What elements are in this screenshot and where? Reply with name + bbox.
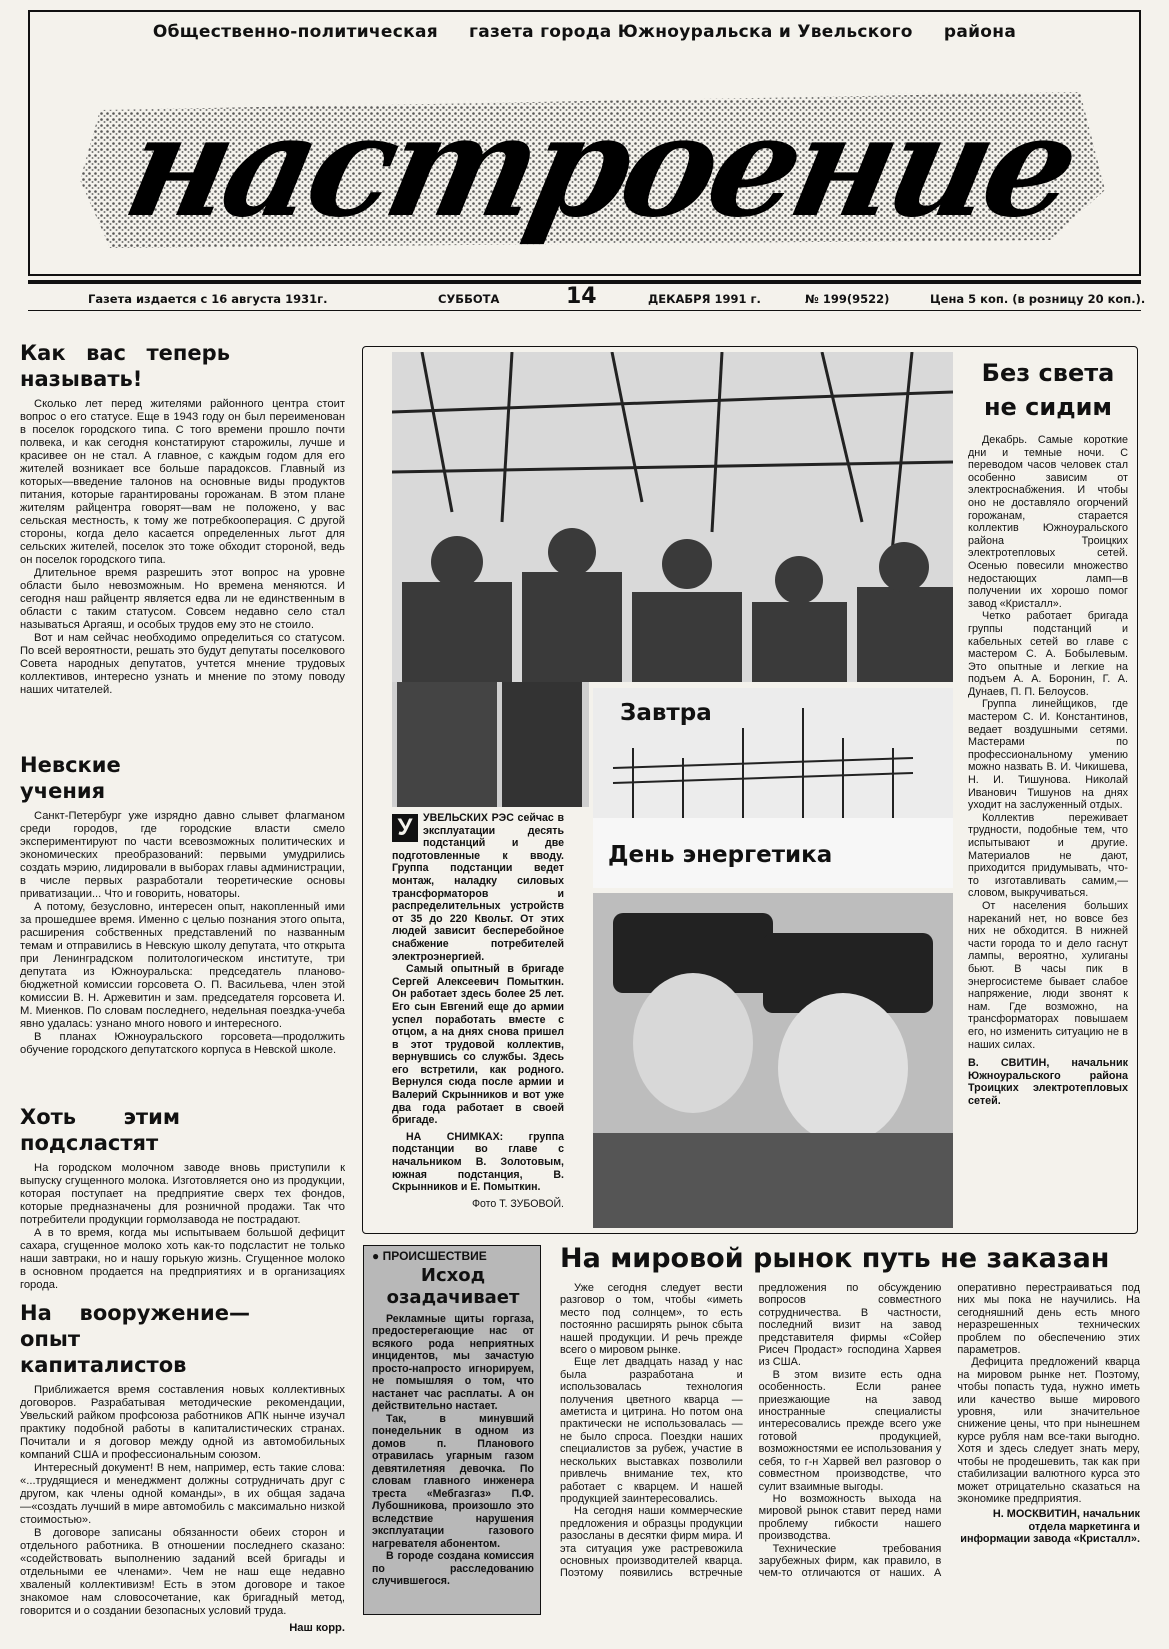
group-photo (392, 352, 953, 682)
group-photo-lower-image (392, 682, 589, 807)
article-no-darkness (968, 356, 1128, 1107)
month-year: ДЕКАБРЯ 1991 г. (648, 292, 761, 306)
article-capitalists (20, 1300, 345, 1635)
paragraph: УВЕЛЬСКИХ РЭС сейчас в эксплуатации десять подстанций и две подготовленные к вводу. Группа подстанции ведет монтаж, наладку силовых трансформаторов и распределительных устройств от 35 до 220 Квольт. От этих людей зависит бесперебойное снабжение потребителей электроэнергией. (392, 812, 564, 963)
rubric-label: ПРОИСШЕСТВИЕ (382, 1249, 487, 1263)
issue-number: № 199(9522) (805, 292, 890, 306)
headline-status: Как вас теперь называть! (20, 341, 230, 391)
paragraph: Сколько лет перед жителями районного центра стоит вопрос о его статусе. Еще в 1943 году он был переименован в поселок городского типа. С того времени прошло почти полвека, и как сегодня констатируют старожилы, лучше и красивее он не стал. А главное, с каждым годом для его жителей возникает все больше парадоксов. Главный из которых—введение талонов на основные виды продуктов питания, которые гарантированы горожанам. В этом плане жителям райцентра говорят—вам не положено, у вас сельская местность, к тому же потребкооперация. С другой стороны, когда дело касается определенных льгот для сельских жителей, поселок это тоже обходит стороной, ведь он поселок городского типа. (20, 398, 345, 566)
bullet-icon: ● (372, 1249, 380, 1263)
article-nevsky (20, 752, 345, 1057)
paragraph: Самый опытный в бригаде Сергей Алексеевич Помыткин. Он работает здесь более 25 лет. Его сын Евгений еще до армии успел поработать вместе с отцом, а на днях снова пришел в этот трудовой коллектив, вернувшись со службы. Здесь его встретили, как родного. Вернулся сюда после армии и Валерий Скрынников и вот уже два года работает в своей бригаде. (392, 963, 564, 1127)
article-status (20, 340, 345, 697)
paragraph: Группа линейщиков, где мастером С. И. Константинов, ведает воздушными сетями. Мастерами по профессиональному умению можно назвать В. И. Чикишева, Н. И. Тишунова. Николай Иванович Тишунов на днях уходит на заслуженный отдых. (968, 698, 1128, 812)
paragraph: А в то время, когда мы испытываем большой дефицит сахара, сгущенное молоко хоть как-то подсластит не только наши завтраки, но и нашу горькую жизнь. Сгущенное молоко в основном продается на предприятиях и в организациях города. (20, 1227, 345, 1291)
headline-nevsky: Невские учения (20, 753, 121, 803)
article-incident (372, 1250, 534, 1588)
paragraph: Еще лет двадцать назад у нас была разработана и использовалась технология получения цветного кварца — аметиста и цитрина. Но потом она практически не использовалась — не было спроса. Поездки наших специалистов за рубеж, участие в нескольких выставках позволили привлечь внимание тех, кто работает с кварцем. И нашей продукцией заинтересовались. (560, 1356, 743, 1505)
headline-milk: Хоть этим подсластят (20, 1105, 180, 1155)
newspaper-title: настроение (112, 85, 1088, 249)
paragraph: В планах Южноуральского горсовета—продолжить обучение городского депутатского корпуса в Невской школе. (20, 1031, 345, 1056)
paragraph: Уже сегодня следует вести разговор о том, чтобы «иметь место под солнцем», то есть постоянно расширять рынок сбыта нашей продукции. И речь прежде всего о мировом рынке. (560, 1282, 743, 1357)
paragraph: Вот и нам сейчас необходимо определиться со статусом. По всей вероятности, решать это будут депутаты поселкового Совета народных депутатов, учтется мнение трудовых коллективов, интересно узнать и мнение по этому поводу наших читателей. (20, 632, 345, 696)
label-energy-day: День энергетика (608, 842, 833, 868)
paragraph: Технические требования зарубежных фирм, как правило, в чем-то отличаются от наших. А оперативно перестраиваться под них мы пока не научились. На сегодняшний день есть много неразрешенных технических проблем по обеспечению этих параметров. (758, 1282, 1140, 1580)
portrait-photo (593, 893, 953, 1228)
paragraph: Коллектив переживает трудности, подобные тем, что испытывают и другие. Материалов не дают, приходится придумывать, что-то изготавливать самим,—словом, выкручиваться. (968, 811, 1128, 900)
paragraph: От населения больших нареканий нет, но вовсе без них не обходится. В нижней части города то и дело гаснут лампы, вероятно, хулиганы бьют. В часы пик в энергосистеме бывает слабое напряжение, люди звонят к нам. Где возможно, на трансформаторах повышаем его, но изменить ситуацию не в наших силах. (968, 899, 1128, 1051)
photo-credit: Фото Т. ЗУБОВОЙ. (471, 1197, 564, 1210)
day-number: 14 (566, 284, 597, 309)
paragraph: На городском молочном заводе вновь приступили к выпуску сгущенного молока. Изготовляется оно из продукции, которая поступает на предприятие сверх тех фондов, которые предназначены для розничной продажи. Так что потребители продукции гормолзавода не пострадают. (20, 1162, 345, 1226)
group-photo-lower (392, 682, 589, 807)
headline-no-darkness: Без света не сидим (981, 359, 1115, 421)
paragraph: В городе создана комиссия по расследованию случившегося. (372, 1550, 534, 1587)
paragraph: Дефицита предложений кварца на мировом рынке нет. Поэтому, чтобы попасть туда, нужно иметь или качество выше мирового уровня, или значительное снижение цены, что при нынешнем курсе рубля нам все-таки выгодно. Хотя и здесь следует знать меру, чтобы не продешевить, так как при стабилизации валютного курса это может отрицательно сказаться на экономике предприятия. (957, 1356, 1140, 1505)
paragraph: Но возможность выхода на мировой рынок ставит перед нами проблему гибкости нашего производства. (758, 1492, 942, 1543)
headline-world-market: На мировой рынок путь не заказан (560, 1243, 1110, 1274)
paragraph: А потому, безусловно, интересен опыт, накопленный ими за прошедшее время. Именно с целью познания этого опыта, расширения собственных представлений по названным темам и отправились в Невскую школу депутата, что открыта при Ленинградском политологическом институте, три депутата из Южноуральска: председатель планово-бюджетной комиссии горсовета О. П. Васильева, член этой комиссии В. Н. Аржевитин и зам. председателя горсовета И. М. Миенков. По словам последнего, недельная поездка-учеба явно удалась: узнано много нового и интересного. (20, 901, 345, 1030)
paragraph: Рекламные щиты горгаза, предостерегающие нас от всякого рода неприятных инцидентов, мы зачастую просто-напросто игнорируем, не помышляя о том, что настанет час расплаты. А он действительно настает. (372, 1312, 534, 1412)
drop-cap: У (392, 814, 418, 842)
dateline-rule (28, 310, 1141, 311)
paragraph: На сегодня наши коммерческие предложения и образцы продукции разосланы в десятки фирм мира. И эта ситуация уже растревожила основных производителей кварца. Поэтому появились встречные предложения по обсуждению вопросов совместного сотрудничества. В частности, последний визит на завод представителя фирмы «Сойер Рисеч Продаст» господина Харвея из США. (560, 1282, 942, 1580)
masthead-tagline: Общественно-политическая газета города Южноуральска и Увельского района (152, 22, 1017, 42)
paragraph: Интересный документ! В нем, например, есть такие слова: «...трудящиеся и менеджмент должны сотрудничать друг с другом, как члены одной команды», в их общая задача—«создать лучший в мире автомобиль с максимально низкой стоимостью». (20, 1462, 345, 1526)
headline-incident: Исход озадачивает (386, 1264, 520, 1308)
signature: В. СВИТИН, начальник Южноуральского района Троицких электротепловых сетей. (968, 1057, 1128, 1107)
signature: Наш корр. (289, 1622, 345, 1634)
paragraph: В этом визите есть одна особенность. Если ранее приезжающие на завод иностранные специалисты интересовались прежде всего уже готовой продукцией, возможностями ее использования у себя, то г-н Харвей вел разговор о совместном производстве, что сулит взаимные выгоды. (758, 1368, 942, 1493)
founded-line: Газета издается с 16 августа 1931г. (88, 292, 328, 306)
paragraph: Декабрь. Самые короткие дни и темные ночи. С переводом часов человек стал особенно зависим от электроснабжения. И чтобы оно не доставляло огорчений горожанам, старается коллектив Южноуральского района Троицких электротепловых сетей. Осенью повесили множество недостающих ламп—в получении их хорошо помог завод «Кристалл». (968, 434, 1128, 610)
paragraph: Длительное время разрешить этот вопрос на уровне области было невозможным. Но времена меняются. И сегодня наш райцентр является едва ли не единственным в области с таким статусом. Совсем недавно село стал называться Аргаяш, и особых трудов ему это не стоило. (20, 567, 345, 631)
group-photo-image (392, 352, 953, 682)
paragraph: Так, в минувший понедельник в одном из домов п. Планового отравилась угарным газом девятилетняя девочка. По словам главного инженера треста «Мебгазгаз» П.Ф. Лубошникова, произошло это вследствие нарушения эксплуатации газового нагревателя абонентом. (372, 1412, 534, 1550)
label-tomorrow: Завтра (620, 700, 712, 726)
paragraph: Приближается время составления новых коллективных договоров. Разрабатывая методические рекомендации, Увельский райком профсоюза работников АПК нынче изучал практику подобной работы в капиталистических странах. Почитали и я договор между одной из автомобильных компаний США и профессиональным союзом. (20, 1384, 345, 1461)
headline-capitalists: На вооружение— опыт капиталистов (20, 1301, 250, 1377)
portrait-photo-image (593, 893, 953, 1228)
incident-rubric (372, 1250, 534, 1263)
signature: Н. МОСКВИТИН, начальник отдела маркетинга и информации завода «Кристалл». (960, 1508, 1140, 1546)
energy-article (392, 812, 564, 1210)
price: Цена 5 коп. (в розницу 20 коп.). (930, 292, 1146, 306)
paragraph: В договоре записаны обязанности обеих сторон и отдельного работника. В отношении последнего сказано: «содействовать выполнению заданий всей бригады и отдельными ее членами». Чем не наш еще недавно хваленый коллективизм! Есть в этом договоре и такое знакомое нам словосочетание, как бригадный метод, говорится и о создании безопасных условий труда. (20, 1527, 345, 1617)
paragraph: Четко работает бригада группы подстанций и кабельных сетей во главе с мастером С. А. Бобылевым. Это опытные и легкие на подъем А. А. Боронин, Г. А. Дунаев, П. П. Белоусов. (968, 610, 1128, 698)
photo-caption: НА СНИМКАХ: группа подстанции во главе с начальником В. Золотовым, южная подстанция, В. Скрынников и Е. Помыткин. (392, 1130, 564, 1194)
paragraph: Санкт-Петербург уже изрядно давно слывет флагманом среди городов, где городские власти смело экспериментируют по части всевозможных политических и экономических преобразований: первыми умудрились создать мэрию, лидировали в выборах главы администрации, в числе первых разработали теоретические основы приватизации... Что и говорить, новаторы. (20, 810, 345, 900)
article-world-market (560, 1282, 1140, 1580)
weekday: СУББОТА (438, 292, 500, 306)
article-milk (20, 1104, 345, 1292)
